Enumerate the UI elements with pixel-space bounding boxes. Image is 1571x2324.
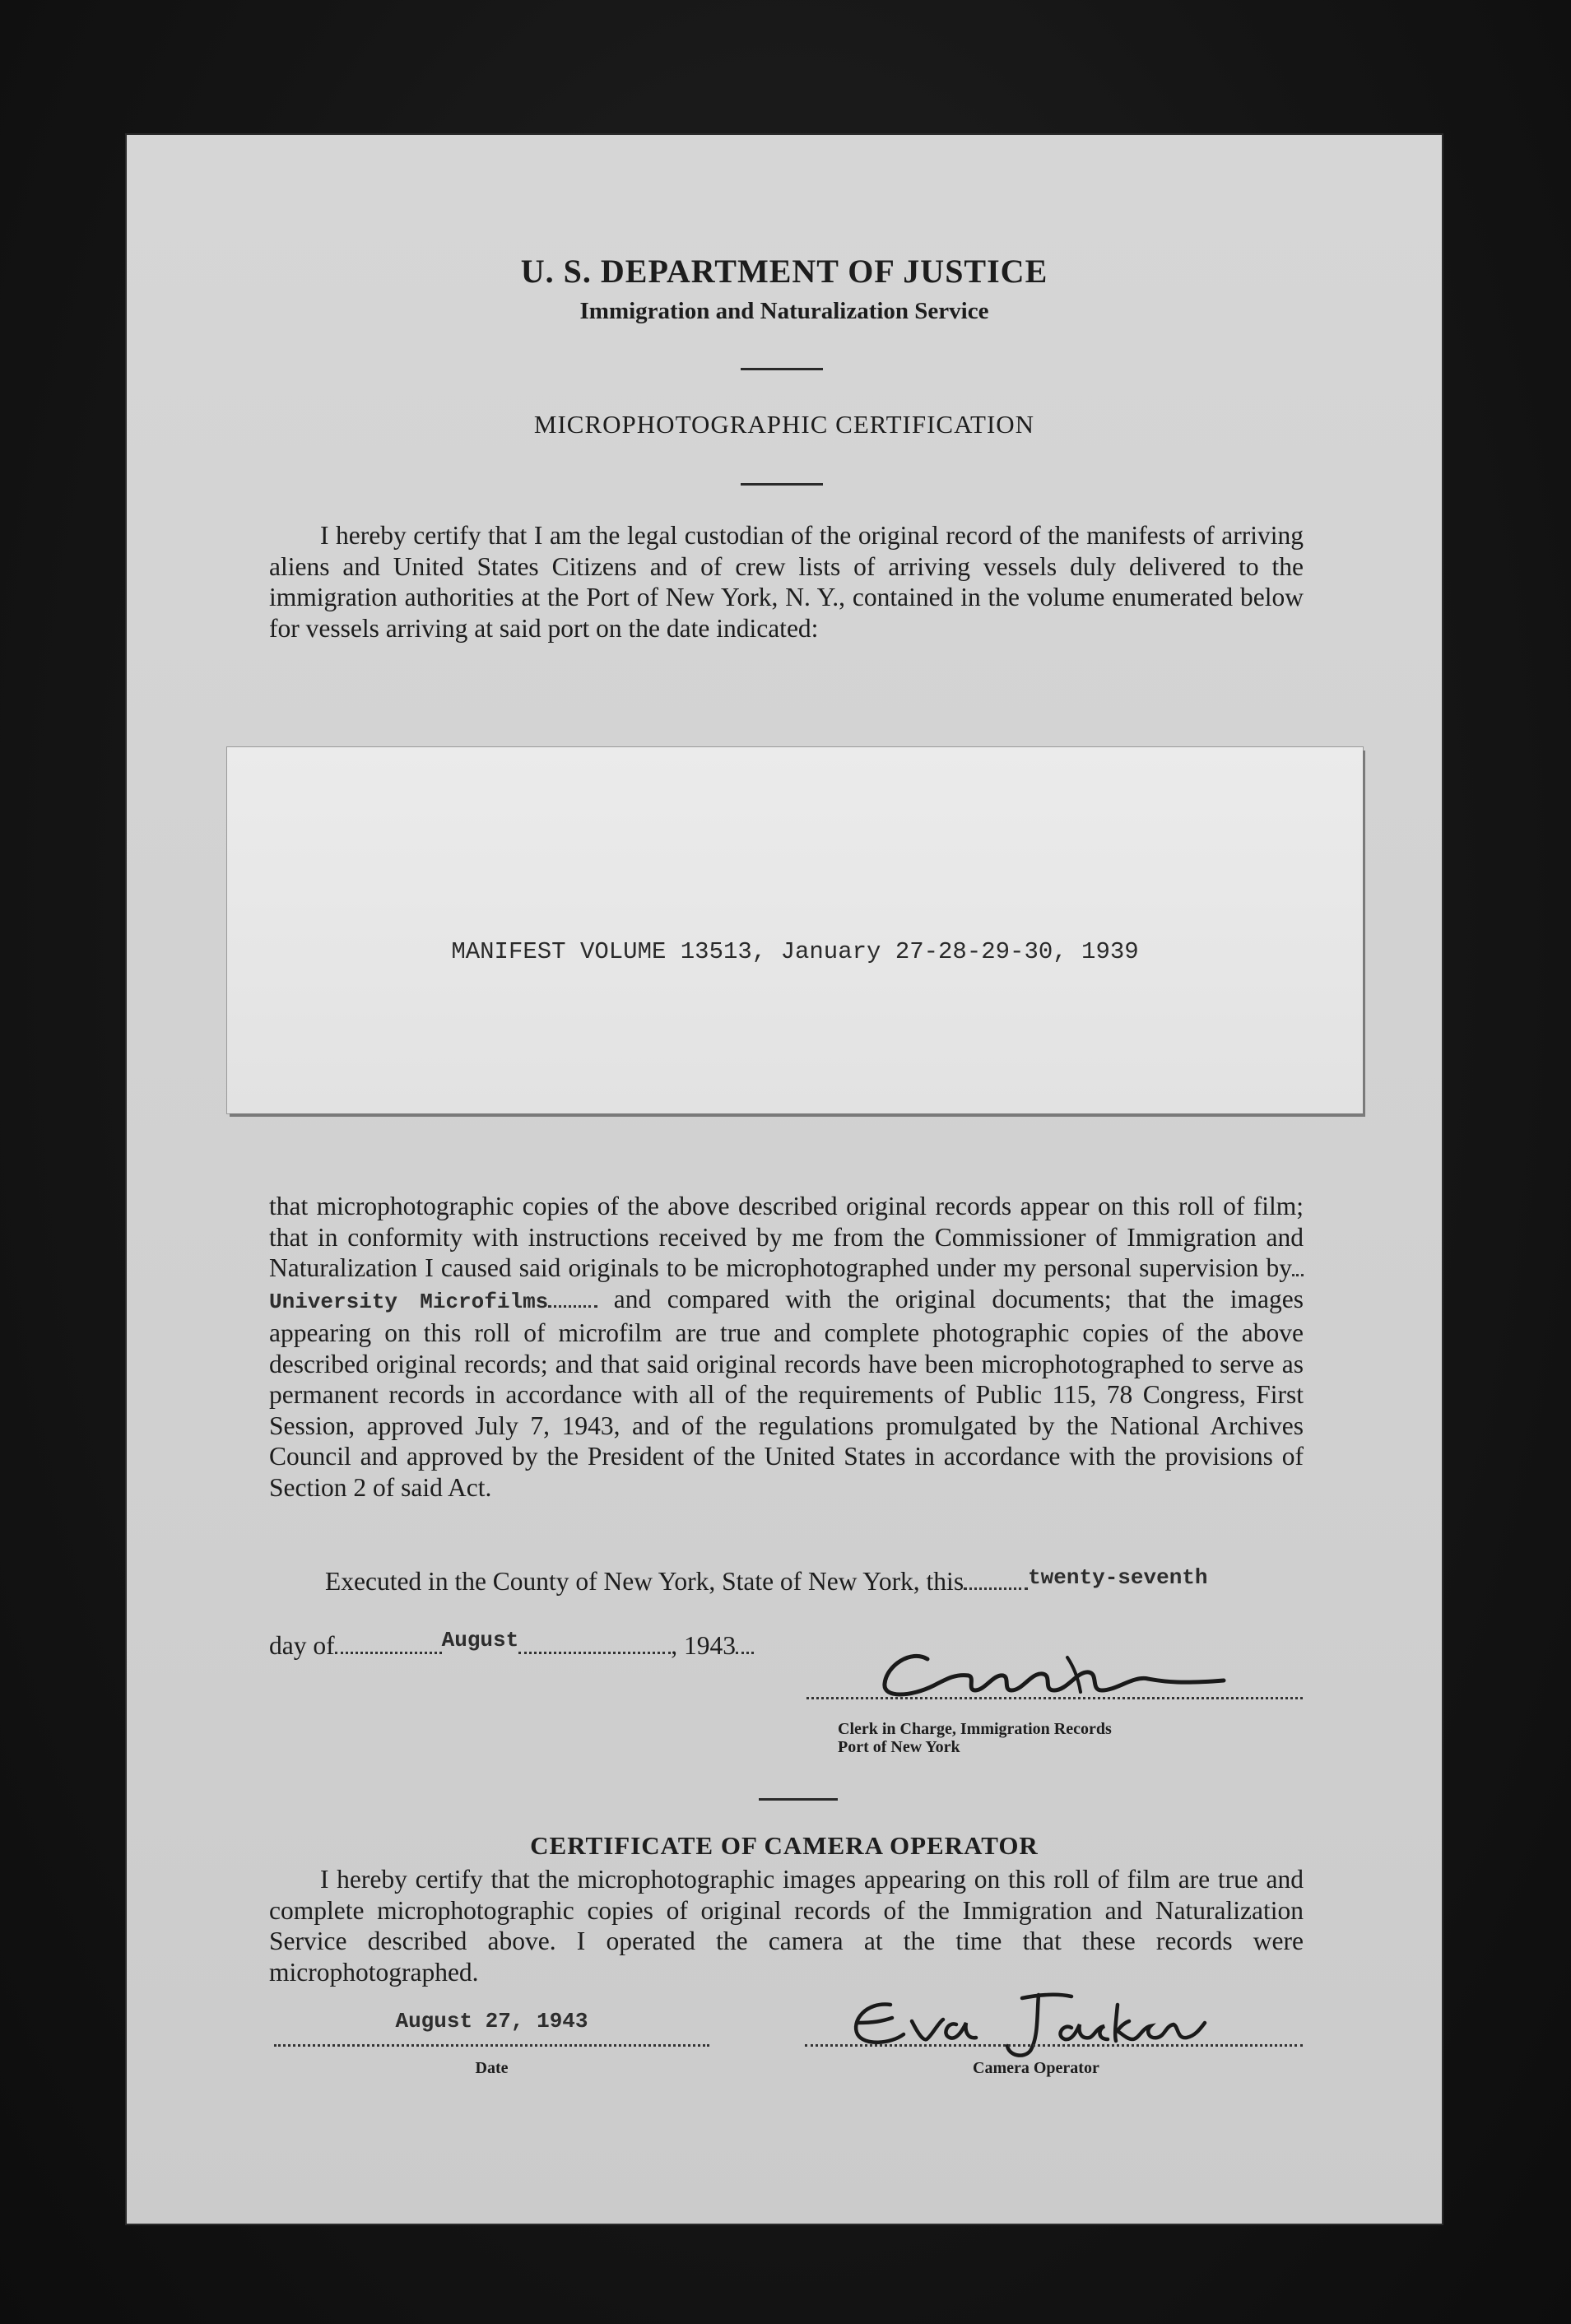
date-line [274, 2044, 709, 2047]
clerk-signature-line [806, 1697, 1303, 1699]
department-title: U. S. DEPARTMENT OF JUSTICE [520, 253, 1048, 290]
certification-paragraph [269, 1191, 1304, 1503]
camera-operator-label: Camera Operator [973, 2059, 1099, 2077]
divider [759, 1798, 838, 1801]
certification-text-part2: and compared with the original documents; that the images appearing on this roll of microfilm are true and complete photographic copies of the above described original records; and that said original records have been microphotographed to serve as permanent records in accordance with all of the requirements of Public 115, 78 Congress, First Session, approved July 7, 1943, and of the regulations promulgated by the National Archives Council and approved by the President of the United States in accordance with the provisions of Section 2 of said Act. [269, 1284, 1304, 1502]
record-slip [227, 747, 1363, 1113]
manifest-volume-text: MANIFEST VOLUME 13513, January 27-28-29-30, 1939 [451, 938, 1139, 965]
execution-line [325, 1567, 1208, 1597]
camera-operator-signature [833, 1980, 1211, 2062]
execution-text: Executed in the County of New York, State of New York, this [325, 1567, 964, 1596]
camera-operator-paragraph: I hereby certify that the microphotographic images appearing on this roll of film are true and complete microphotographic copies of original records of the Immigration and Naturalization Service described above. I operated the camera at the time that these records were microphotographed. [269, 1865, 1304, 1987]
form-title: MICROPHOTOGRAPHIC CERTIFICATION [533, 410, 1035, 439]
camera-operator-line [805, 2044, 1303, 2047]
clerk-label: Clerk in Charge, Immigration Records Port of New York [838, 1720, 1112, 1756]
certificate-page [125, 133, 1443, 2225]
intro-paragraph: I hereby certify that I am the legal custodian of the original record of the manifests of arriving aliens and United States Citizens and of crew lists of arriving vessels duly delivered to the immigration authorities at the Port of New York, N. Y., contained in the volume enumerated below for vessels arriving at said port on the date indicated: [269, 521, 1304, 643]
divider [741, 368, 823, 370]
day-of-line [269, 1628, 754, 1661]
service-subtitle: Immigration and Naturalization Service [579, 298, 989, 324]
day-value: twenty-seventh [1028, 1565, 1208, 1590]
date-value: August 27, 1943 [395, 2009, 588, 2034]
date-label: Date [475, 2059, 509, 2077]
day-of-label: day of [269, 1631, 335, 1660]
filmed-by-value: University Microfilms [269, 1289, 549, 1314]
year-value: , 1943 [671, 1631, 736, 1660]
clerk-signature [870, 1633, 1240, 1707]
month-value: August [441, 1628, 519, 1652]
camera-operator-heading: CERTIFICATE OF CAMERA OPERATOR [530, 1831, 1039, 1860]
certification-text-part1: that microphotographic copies of the above described original records appear on this roll of film; that in conformity with instructions received by me from the Commissioner of Immigration and Naturalization I caused said originals to be microphotographed under my personal supervision by [269, 1192, 1304, 1282]
divider [741, 483, 823, 486]
